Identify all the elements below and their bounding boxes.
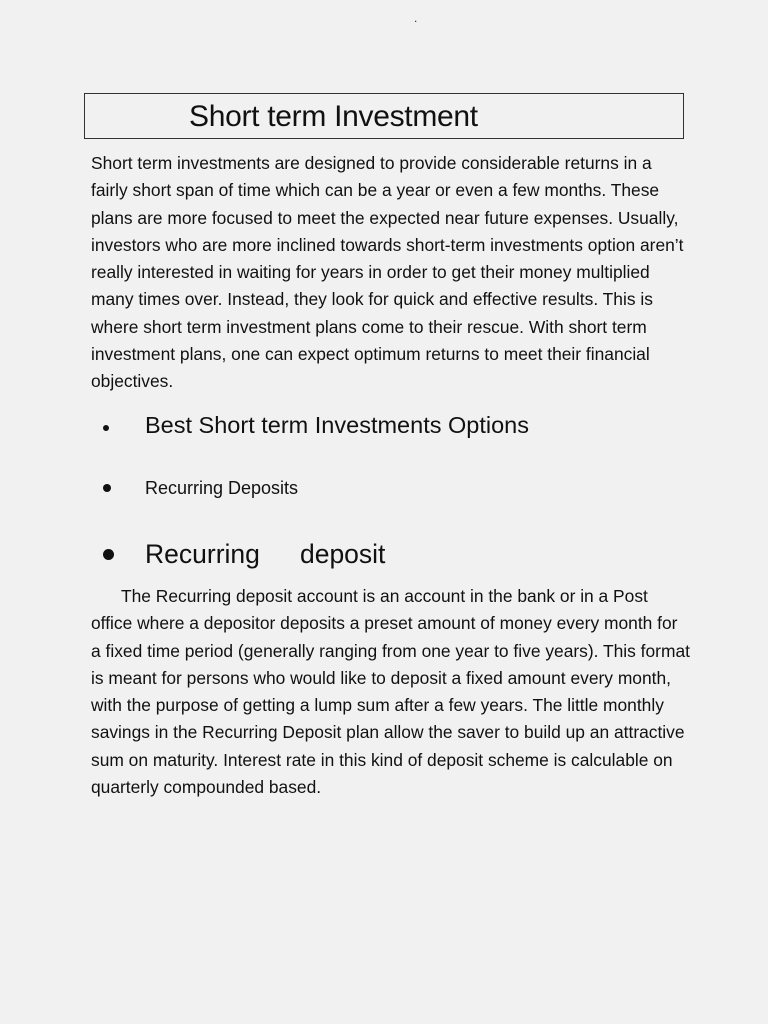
bullet-label: Recurring Deposits [145,478,299,498]
section-heading-recurring-deposit [0,535,700,575]
bullet-recurring-deposits [0,474,700,514]
bullet-best-short-term-options [0,408,700,448]
bullet-icon [103,549,114,560]
page-title: Short term Investment [189,100,478,133]
recurring-deposit-paragraph: The Recurring deposit account is an account in the bank or in a Post office where a depositor deposits a preset amount of money every month for a fixed time period (generally ranging from one year to five years). This format is meant for persons who would like to deposit a fixed amount every month, with the purpose of getting a lump sum after a few years. The little monthly savings in the Recurring Deposit plan allow the saver to build up an attractive sum on maturity. Interest rate in this kind of deposit scheme is calculable on quarterly compounded based. [91,586,690,798]
page-mark: . [414,11,418,25]
section-heading: Recurring deposit [145,539,386,569]
bullet-icon [103,425,109,431]
bullet-label: Best Short term Investments Options [145,412,529,438]
bullet-icon [103,484,111,492]
intro-paragraph: Short term investments are designed to provide considerable returns in a fairly short span of time which can be a year or even a few months. These plans are more focused to meet the expected near future expenses. Usually, investors who are more inclined towards short-term investments option aren’t really interested in waiting for years in order to get their money multiplied many times over. Instead, they look for quick and effective results. This is where short term investment plans come to their rescue. With short term investment plans, one can expect optimum returns to meet their financial objectives. [91,153,684,392]
title-box [84,93,684,139]
